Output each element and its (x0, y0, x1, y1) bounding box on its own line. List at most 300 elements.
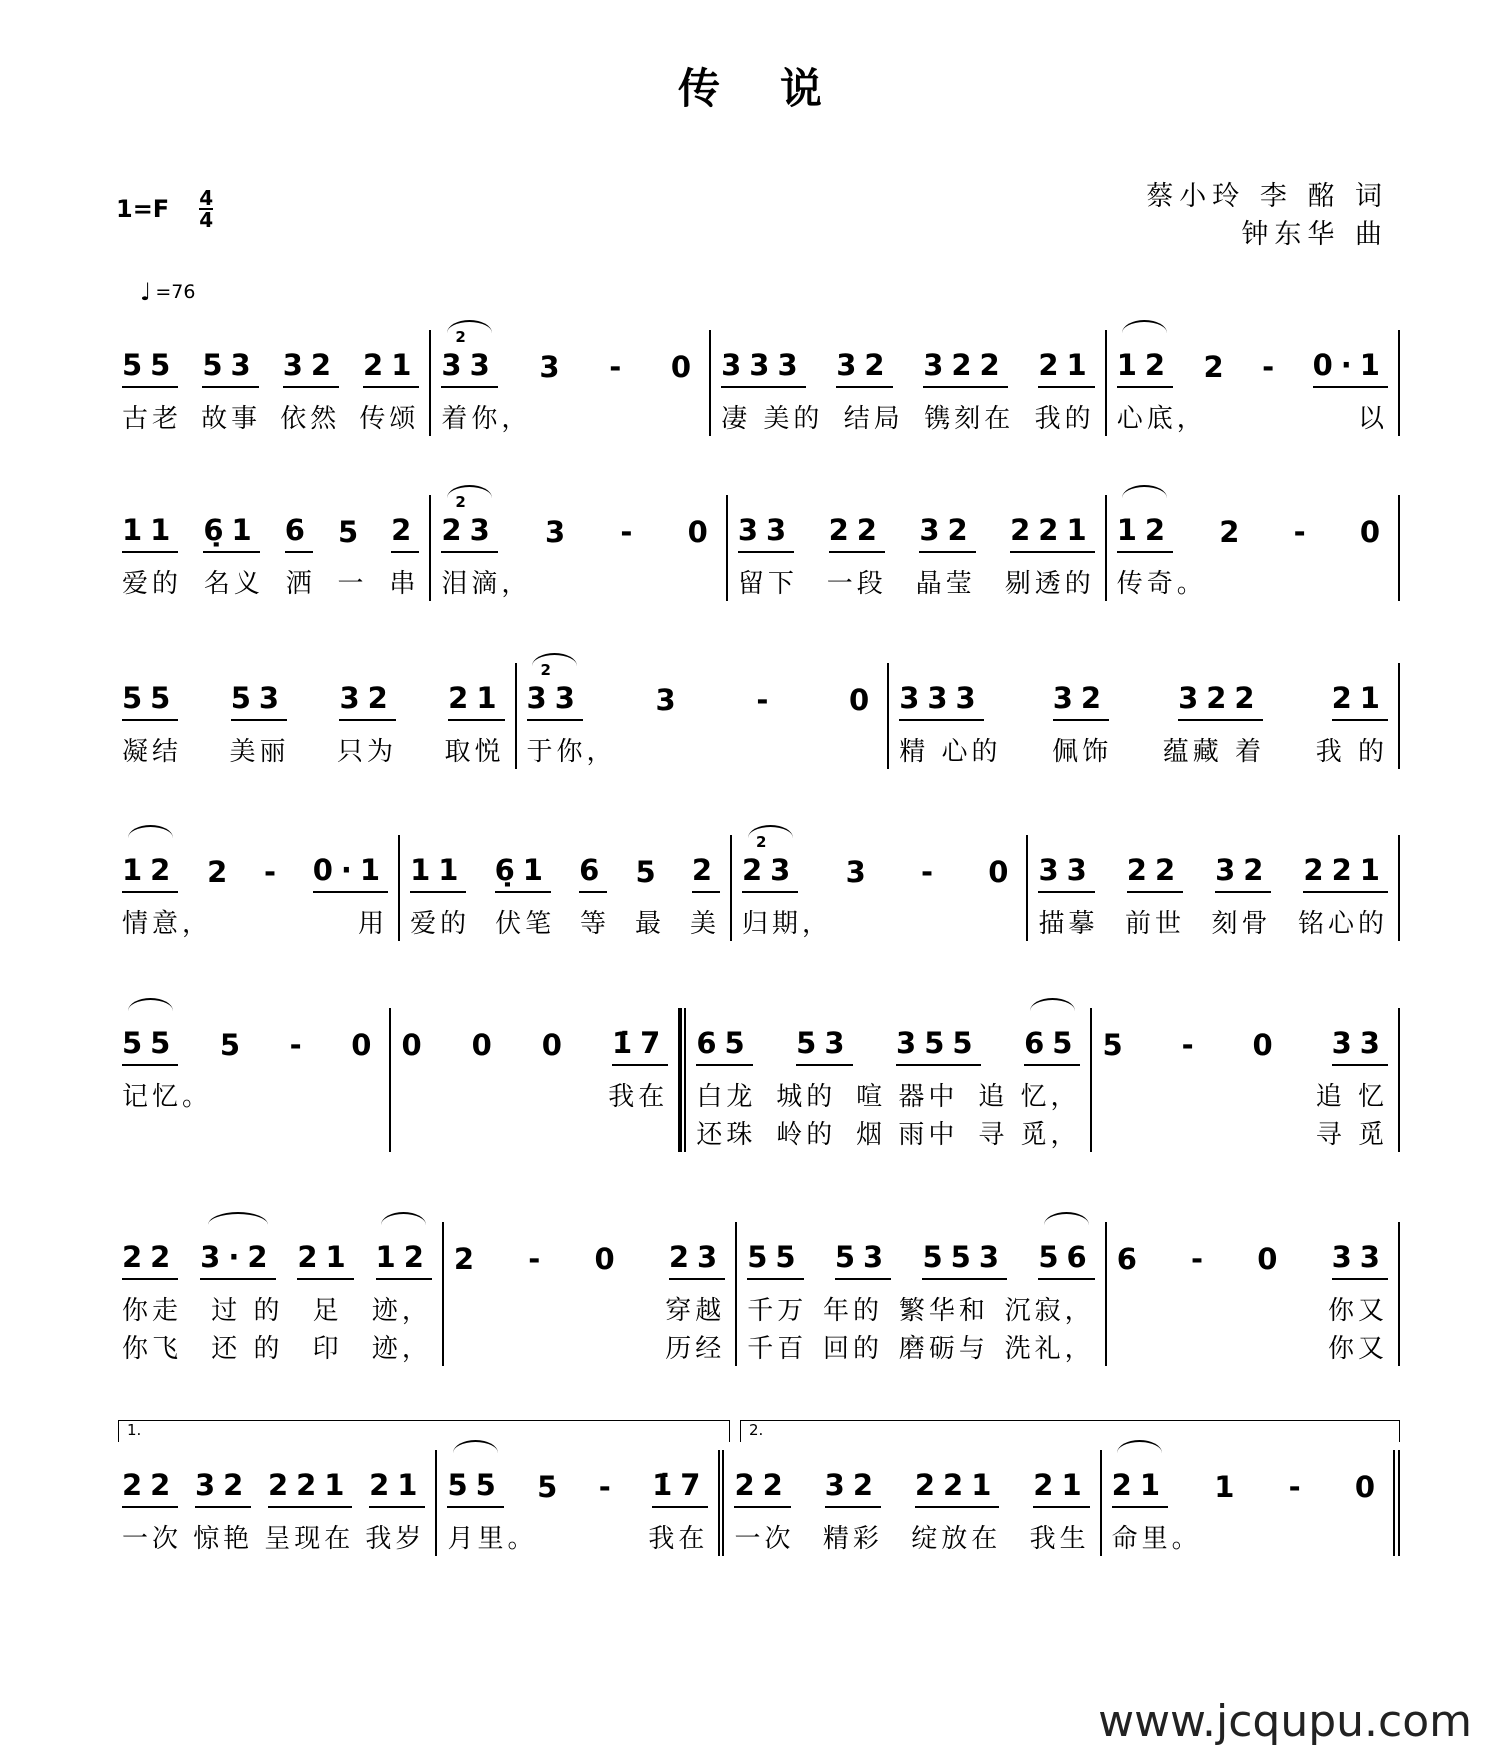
note-group (849, 683, 877, 721)
note-text: 221 (1303, 853, 1388, 887)
note-group (1117, 513, 1173, 553)
note-group (919, 513, 975, 553)
notes (738, 495, 1095, 553)
lyric-word: 剔透的 (1004, 569, 1095, 599)
lyrics-line (734, 1518, 1089, 1556)
note-text: - (1288, 1470, 1309, 1504)
lyric-word: 以 (1357, 404, 1388, 434)
note-group (203, 513, 259, 553)
notes (122, 1450, 425, 1508)
note-text: 55 (122, 348, 179, 382)
lyric-word: 心底， (1116, 404, 1207, 434)
lyric-word: 我岁 (365, 1524, 426, 1554)
note-text: 33 (1331, 1026, 1388, 1060)
note-text: 5 (537, 1470, 566, 1504)
lyric-word: 蕴藏 着 (1162, 737, 1266, 767)
note-text: - (609, 350, 630, 384)
measure (889, 663, 1400, 769)
slur-mark (453, 1440, 498, 1466)
notes (447, 1450, 708, 1508)
note-group (829, 513, 885, 553)
lyric-word: 磨砺与 (898, 1334, 989, 1364)
lyric-word: 命里。 (1111, 1524, 1202, 1554)
lyric-word: 足 (312, 1296, 343, 1326)
note-group (122, 1026, 178, 1066)
lyric-word: 爱的 (122, 569, 183, 599)
note-group (122, 1468, 178, 1508)
note-group (542, 1028, 570, 1066)
notes (410, 835, 720, 893)
notes (527, 663, 878, 721)
note-text: 21 (1111, 1468, 1169, 1502)
notes (1112, 1450, 1383, 1508)
note-text: 6̣1 (203, 513, 260, 547)
lyric-word: 你又 (1327, 1334, 1388, 1364)
key: 1=F (116, 195, 170, 223)
lyrics-line (747, 1290, 1094, 1328)
score-row (112, 1008, 1400, 1152)
note-group (1289, 1470, 1309, 1508)
volta-second (740, 1420, 1400, 1442)
measure (112, 663, 517, 769)
note-text: - (1181, 1028, 1202, 1062)
note-text: 2 (1219, 515, 1248, 549)
note-text: 0 (471, 1028, 500, 1062)
note-text: 55 (747, 1240, 804, 1274)
lyric-word: 镌刻在 (924, 404, 1015, 434)
note-text: 22 (828, 513, 885, 547)
note-text: 322 (923, 348, 1008, 382)
note-group (742, 833, 799, 893)
lyrics-line (410, 903, 720, 941)
note-text: 21 (1038, 348, 1095, 382)
note-text: 221 (1010, 513, 1095, 547)
score-row (112, 835, 1400, 941)
lyric-word: 等 (580, 909, 611, 939)
note-group (220, 1028, 248, 1066)
note-text: 2 (453, 1242, 483, 1276)
note-text: 2 (391, 513, 420, 547)
note-text: - (1191, 1242, 1212, 1276)
note-group (915, 1468, 1000, 1508)
note-text: 333 (721, 348, 806, 382)
slur-mark (1044, 1212, 1089, 1238)
note-text: 3 (845, 855, 874, 889)
note-group (747, 1240, 803, 1280)
measure (444, 1222, 737, 1366)
slur-mark (1117, 1440, 1162, 1466)
note-text: 221 (267, 1468, 353, 1502)
lyrics-line (1102, 1076, 1388, 1114)
note-text: 55 (447, 1468, 504, 1502)
note-text: 32 (919, 513, 976, 547)
note-text: 5 (635, 855, 664, 889)
note-text: 33 (441, 348, 498, 382)
measure (732, 835, 1028, 941)
measure (680, 1008, 1092, 1152)
measure (437, 1450, 724, 1556)
notes (441, 330, 699, 388)
notes (696, 1008, 1080, 1066)
note-group (1313, 348, 1388, 388)
lyric-word: 凝结 (122, 737, 183, 767)
note-text: 22 (734, 1468, 791, 1502)
lyric-word: 追 忆 (1315, 1082, 1388, 1112)
note-group (688, 515, 716, 553)
note-group (896, 1026, 981, 1066)
lyric-word: 我在 (608, 1082, 669, 1112)
lyrics-line (441, 398, 699, 436)
note-text: - (598, 1470, 619, 1504)
score-row (112, 1450, 1400, 1556)
note-text: 333 (899, 681, 984, 715)
lyric-word: 前世 (1124, 909, 1185, 939)
score-row (112, 495, 1400, 601)
note-group (1038, 853, 1094, 893)
note-group (1360, 515, 1388, 553)
measure (112, 1008, 391, 1152)
note-text: 0 (1359, 515, 1388, 549)
note-text: 0 (849, 683, 878, 717)
slur-mark (381, 1212, 426, 1238)
notes (441, 495, 715, 553)
lyric-word: 一 (337, 569, 368, 599)
lyric-word: 还珠 (696, 1120, 757, 1150)
lyric-word: 古老 (122, 404, 183, 434)
measure (431, 330, 711, 436)
note-group (612, 1026, 668, 1066)
note-group (1053, 681, 1109, 721)
note-group (1332, 681, 1388, 721)
lyric-word: 追 忆， (978, 1082, 1081, 1112)
lyric-word: 城的 (776, 1082, 837, 1112)
note-group (1215, 853, 1271, 893)
note-group (472, 1028, 500, 1066)
note-text: 53 (230, 681, 288, 715)
note-group (195, 1468, 251, 1508)
lyric-word: 传奇。 (1116, 569, 1207, 599)
lyric-word: 着你， (441, 404, 532, 434)
lyric-word: 于你， (526, 737, 617, 767)
lyric-word: 泪滴， (441, 569, 532, 599)
note-group (526, 661, 583, 721)
note-text: 0 (351, 1028, 380, 1062)
notes (122, 495, 419, 553)
lyric-word: 烟 雨中 (856, 1120, 959, 1150)
note-group (620, 515, 640, 553)
grace-note: 2 (455, 328, 466, 346)
note-group (363, 348, 419, 388)
lyric-word: 岭的 (776, 1120, 837, 1150)
measure (1107, 1222, 1400, 1366)
note-text: 33 (737, 513, 795, 547)
lyric-word: 用 (358, 909, 389, 939)
note-group (1117, 1242, 1145, 1280)
note-text: 55 (122, 681, 179, 715)
note-group (922, 1240, 1007, 1280)
note-group (1117, 348, 1173, 388)
note-group (835, 1240, 891, 1280)
note-group (122, 513, 178, 553)
note-group (899, 681, 984, 721)
note-text: 22 (1126, 853, 1184, 887)
lyric-word: 沉寂， (1004, 1296, 1095, 1326)
note-text: 21 (1331, 681, 1388, 715)
measure (1102, 1450, 1400, 1556)
notes (122, 1008, 379, 1066)
lyrics-line (447, 1518, 708, 1556)
lyric-word: 归期， (742, 909, 833, 939)
note-text: 53 (202, 348, 259, 382)
note-group (846, 855, 874, 893)
measure (112, 330, 431, 436)
score-row (112, 330, 1400, 436)
note-group (756, 683, 776, 721)
note-text: 553 (922, 1240, 1008, 1274)
lyrics-line (721, 398, 1095, 436)
slur-mark (128, 998, 173, 1024)
note-group (231, 681, 287, 721)
measure (1028, 835, 1400, 941)
lyrics-line (1117, 1290, 1388, 1328)
tempo-value: =76 (155, 281, 196, 303)
notes (122, 835, 388, 893)
note-text: 12 (375, 1240, 432, 1274)
measure (724, 1450, 1101, 1556)
lyric-word: 精 心的 (899, 737, 1002, 767)
note-text: 1̇7 (611, 1026, 669, 1060)
note-group (202, 348, 258, 388)
measure (737, 1222, 1106, 1366)
volta-first (118, 1420, 730, 1442)
lyric-word: 你又 (1327, 1296, 1388, 1326)
grace-note: 2 (540, 661, 551, 679)
note-text: 0 (670, 350, 700, 384)
note-text: - (289, 1028, 310, 1062)
measure (431, 495, 727, 601)
notes (122, 663, 505, 721)
lyrics-line (122, 1328, 432, 1366)
note-text: 32 (282, 348, 340, 382)
note-group (669, 1240, 725, 1280)
lyrics-line (122, 731, 505, 769)
lyrics-line (441, 563, 715, 601)
note-group (988, 855, 1016, 893)
note-group (1178, 681, 1263, 721)
note-group (391, 513, 419, 553)
note-group (283, 348, 339, 388)
note-group (1102, 1028, 1130, 1066)
lyric-word: 美丽 (229, 737, 290, 767)
note-group (1303, 853, 1388, 893)
lyric-word: 白龙 (696, 1082, 757, 1112)
note-group (339, 681, 395, 721)
lyric-word: 千万 (747, 1296, 808, 1326)
note-group (454, 1242, 482, 1280)
slur-mark (447, 320, 492, 346)
note-group (1191, 1242, 1211, 1280)
note-text: - (756, 683, 777, 717)
note-text: 355 (896, 1026, 981, 1060)
note-text: 32 (836, 348, 893, 382)
note-text: 55 (122, 1026, 179, 1060)
lyric-word: 年的 (823, 1296, 884, 1326)
measure (112, 835, 400, 941)
lyrics-line (1117, 1328, 1388, 1366)
note-group (923, 348, 1008, 388)
slur-mark (1122, 320, 1167, 346)
note-text: 0 (594, 1242, 623, 1276)
note-group (738, 513, 794, 553)
note-group (264, 855, 284, 893)
note-text: - (920, 855, 942, 889)
note-group (351, 1028, 379, 1066)
note-text: 32 (824, 1468, 882, 1502)
note-text: 53 (796, 1026, 853, 1060)
note-text: 23 (742, 853, 799, 887)
lyrics-line (1117, 398, 1388, 436)
lyrics-line (1102, 1114, 1388, 1152)
note-group (671, 350, 699, 388)
note-group (1219, 515, 1247, 553)
note-group (1203, 350, 1231, 388)
note-text: 6 (284, 513, 313, 547)
note-group (268, 1468, 353, 1508)
note-group (122, 853, 178, 893)
lyric-word: 一次 (122, 1524, 183, 1554)
note-text: 21 (448, 681, 505, 715)
grace-note: 2 (455, 493, 466, 511)
note-text: 322 (1178, 681, 1263, 715)
note-text: 21 (369, 1468, 426, 1502)
note-group (545, 515, 573, 553)
note-text: 0 (1257, 1242, 1286, 1276)
note-text: 21 (363, 348, 420, 382)
song-title: 传说 (677, 64, 882, 113)
lyrics-line (122, 1518, 425, 1556)
note-text: - (1293, 515, 1314, 549)
slur-mark (208, 1212, 268, 1238)
lyrics-line (738, 563, 1095, 601)
lyric-word: 记忆。 (122, 1082, 213, 1112)
note-text: 6 (1116, 1242, 1145, 1276)
lyric-word: 结局 (843, 404, 904, 434)
note-group (579, 853, 607, 893)
lyrics-line (454, 1290, 725, 1328)
credits (1146, 178, 1388, 254)
note-group (1182, 1028, 1202, 1066)
note-text: 0 (1354, 1470, 1384, 1504)
lyric-word: 回的 (823, 1334, 884, 1364)
notes (454, 1222, 725, 1280)
note-text: 33 (1331, 1240, 1388, 1274)
key-signature (116, 188, 213, 230)
lyrics-line (122, 398, 419, 436)
note-group (376, 1240, 432, 1280)
lyrics-line (1117, 563, 1388, 601)
note-group (441, 328, 498, 388)
lyric-word: 寻 觅， (978, 1120, 1081, 1150)
time-bottom: 4 (199, 208, 214, 232)
lyric-word: 洗礼， (1004, 1334, 1095, 1364)
lyric-word: 我生 (1029, 1524, 1090, 1554)
note-group (635, 855, 663, 893)
lyric-word: 精彩 (822, 1524, 883, 1554)
measure (728, 495, 1107, 601)
note-text: 2 (207, 855, 236, 889)
note-group (652, 1468, 708, 1508)
lyric-word: 美 (689, 909, 720, 939)
measure (112, 1222, 444, 1366)
note-text: 0 (687, 515, 716, 549)
slur-mark (1122, 485, 1167, 511)
lyrics-line (1038, 903, 1388, 941)
lyrics-line (401, 1076, 668, 1114)
note-group (285, 513, 313, 553)
note-text: 2 (1203, 350, 1232, 384)
note-group (401, 1028, 429, 1066)
lyrics-line (696, 1076, 1080, 1114)
measure (112, 495, 431, 601)
note-group (1294, 515, 1314, 553)
note-group (200, 1240, 275, 1280)
note-group (448, 681, 504, 721)
tempo-marking (140, 278, 195, 306)
note-group (1033, 1468, 1089, 1508)
lyric-word: 喧 器中 (856, 1082, 959, 1112)
note-group (369, 1468, 425, 1508)
lyric-word: 我在 (648, 1524, 709, 1554)
note-group (290, 1028, 310, 1066)
lyric-word: 迹， (371, 1296, 432, 1326)
note-text: 221 (914, 1468, 1000, 1502)
lyric-word: 洒 (285, 569, 316, 599)
composer: 钟东华 曲 (1241, 219, 1388, 250)
time-signature (199, 188, 213, 230)
note-group (122, 348, 178, 388)
note-group (1355, 1470, 1383, 1508)
note-group (696, 1026, 752, 1066)
measure (1107, 330, 1400, 436)
note-group (825, 1468, 881, 1508)
lyric-word: 佩饰 (1052, 737, 1113, 767)
slur-mark (1030, 998, 1075, 1024)
note-group (721, 348, 806, 388)
lyric-word: 月里。 (447, 1524, 538, 1554)
note-text: 12 (1116, 348, 1174, 382)
note-group (734, 1468, 790, 1508)
lyric-word: 穿越 (665, 1296, 726, 1326)
note-group (599, 1470, 619, 1508)
lyric-word: 迹， (371, 1334, 432, 1364)
note-group (656, 683, 684, 721)
volta-second-label: 2. (749, 1421, 764, 1439)
note-group (1257, 1242, 1285, 1280)
lyrics-line (122, 1290, 432, 1328)
grace-note: 2 (756, 833, 767, 851)
quarter-note-icon: ♩ (140, 278, 152, 306)
note-text: 22 (122, 1240, 179, 1274)
notes (1038, 835, 1388, 893)
lyric-word: 最 (635, 909, 666, 939)
note-text: 21 (297, 1240, 354, 1274)
note-text: 23 (441, 513, 498, 547)
note-text: 2 (691, 853, 720, 887)
note-text: 3 (539, 350, 568, 384)
lyric-word: 铭心的 (1297, 909, 1388, 939)
notes (122, 330, 419, 388)
note-text: 1 (1214, 1470, 1243, 1504)
